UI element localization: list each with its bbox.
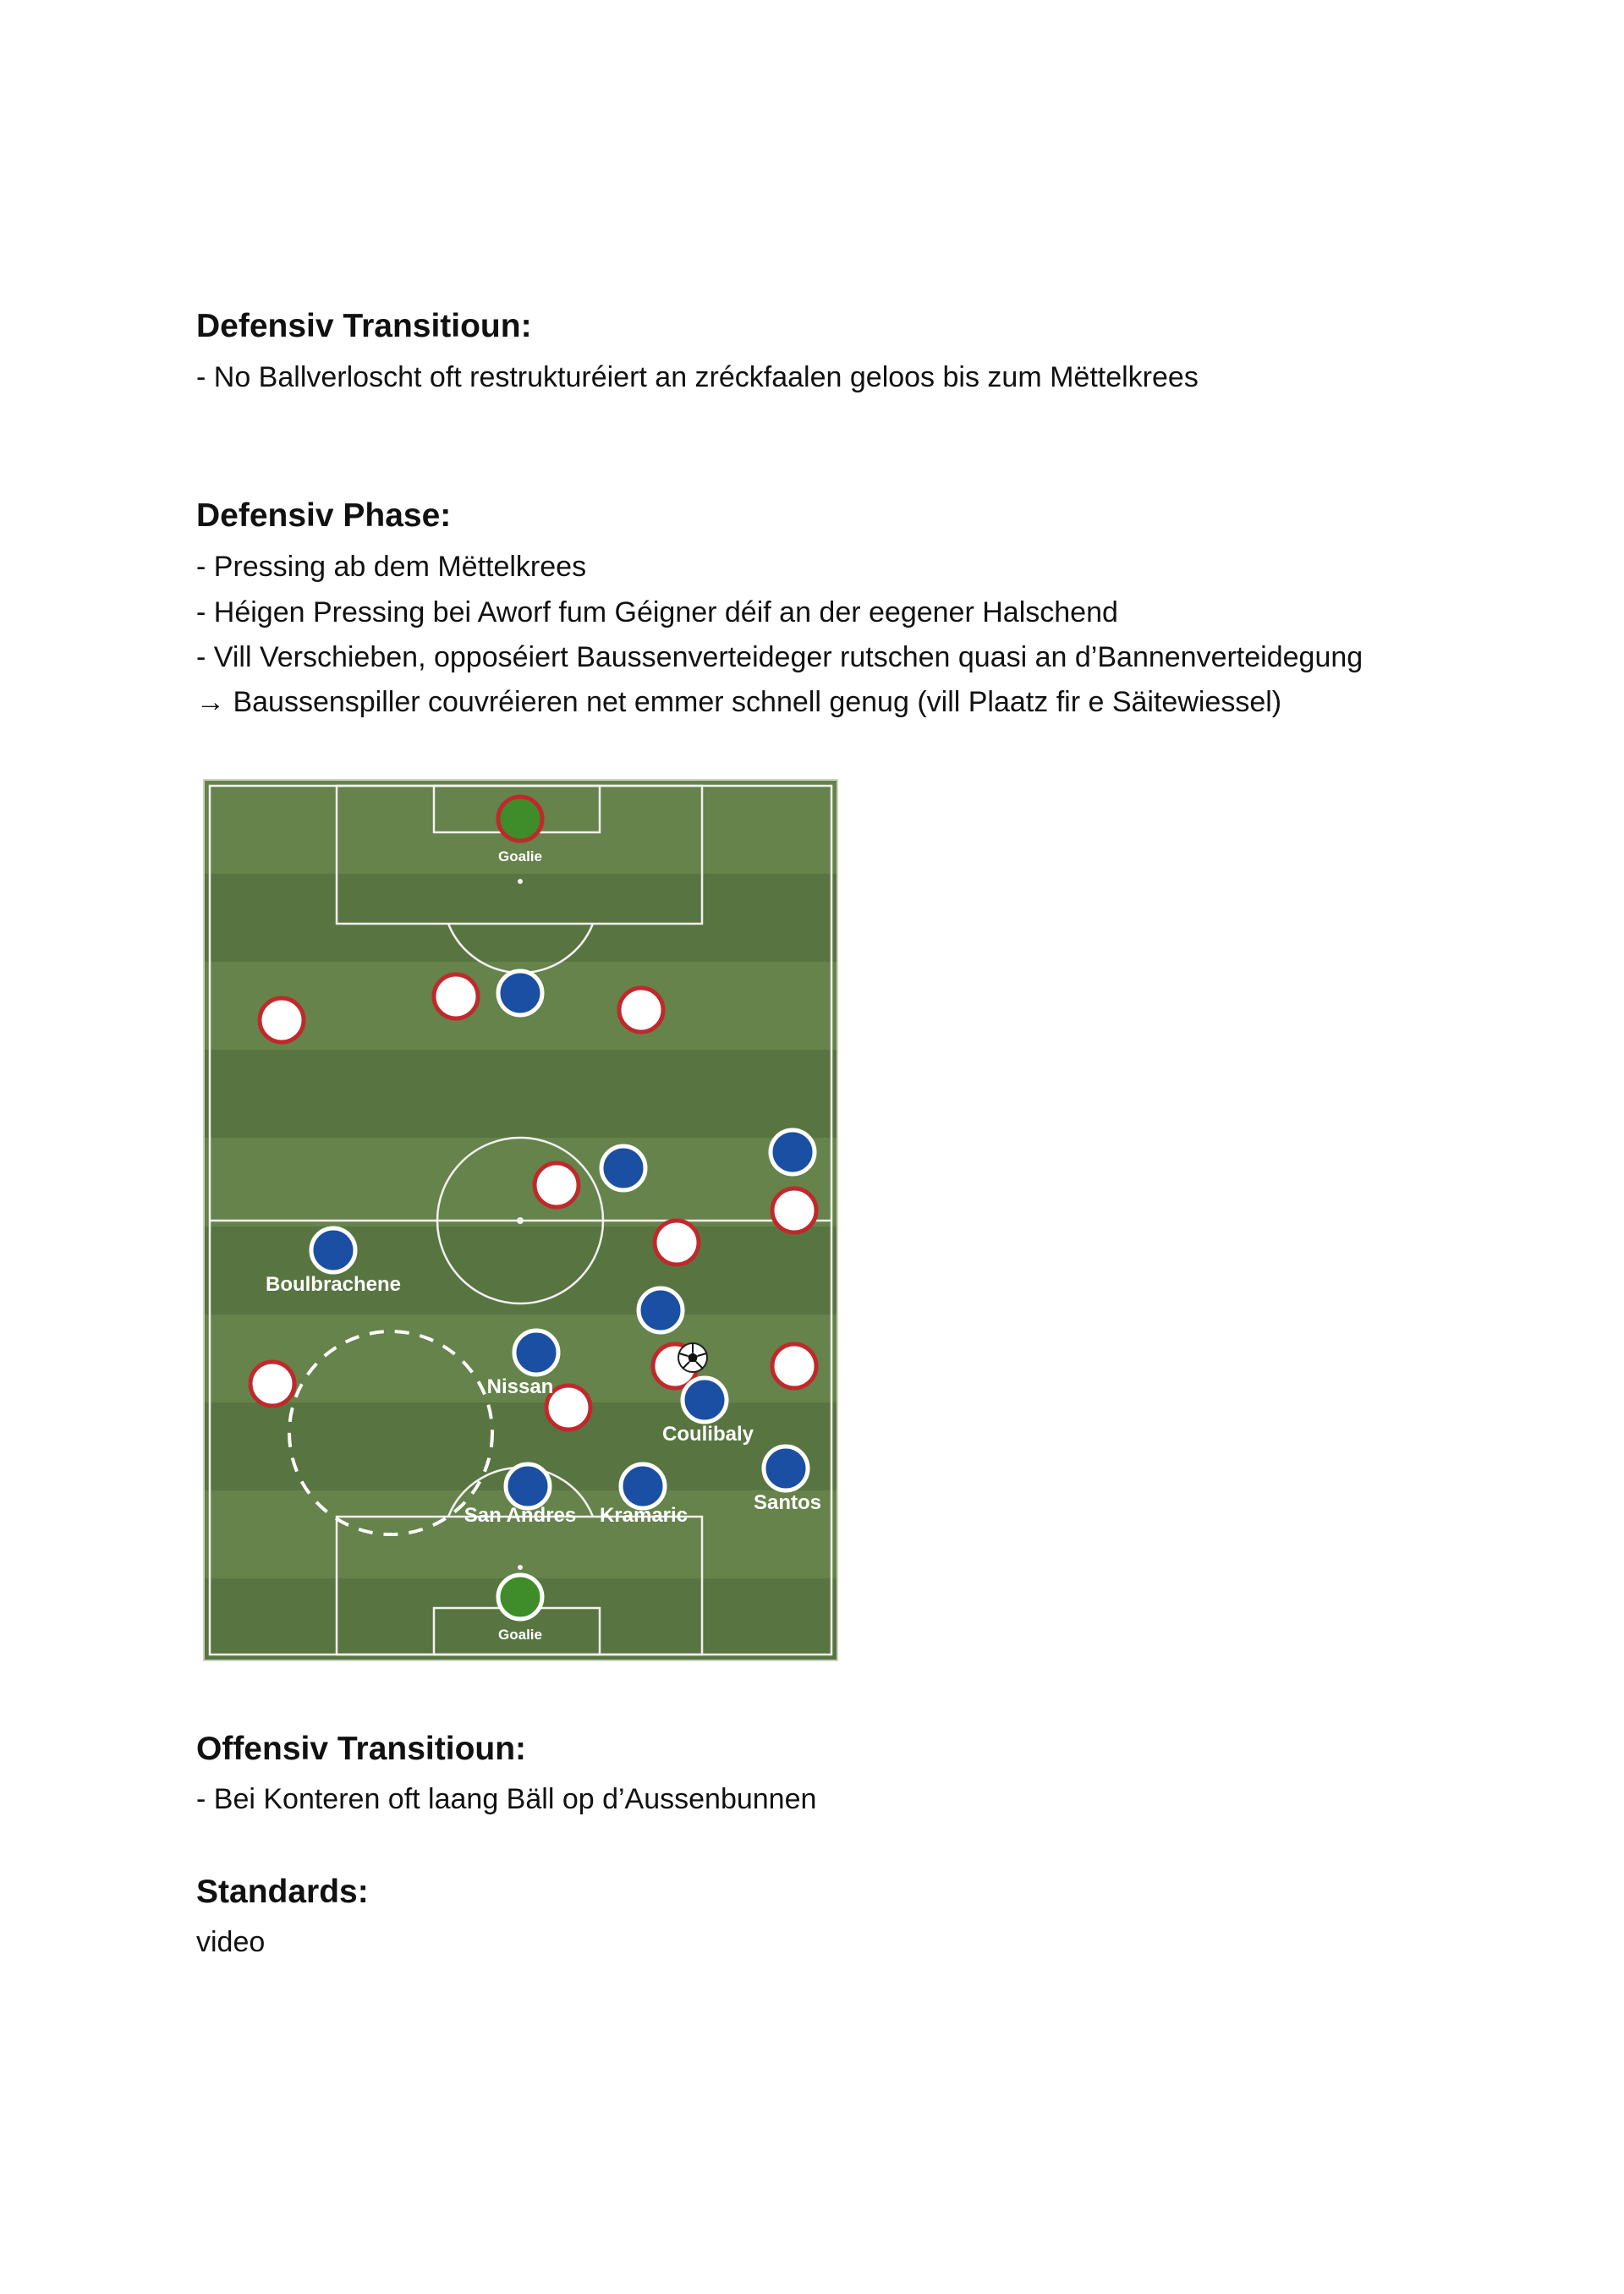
home-player bbox=[601, 1146, 645, 1190]
label-santos: Santos bbox=[753, 1491, 822, 1514]
text-line: - Pressing ab dem Mëttelkrees bbox=[196, 551, 587, 583]
away-player bbox=[250, 1362, 294, 1406]
away-player bbox=[260, 998, 304, 1042]
text-line: - Bei Konteren oft laang Bäll op d’Aussenbunnen bbox=[196, 1783, 817, 1815]
label-kramaric: Kramaric bbox=[599, 1504, 689, 1527]
home-player-kramaric bbox=[621, 1464, 665, 1508]
text-line: → Baussenspiller couvréieren net emmer schnell genug (vill Plaatz fir e Säitewiessel) bbox=[196, 686, 1282, 718]
heading-defensive-transition: Defensiv Transitioun: bbox=[196, 308, 532, 344]
text-line: - No Ballverloscht oft restrukturéiert an zréckfaalen geloos bis zum Mëttelkrees bbox=[196, 361, 1199, 393]
pitch-diagram bbox=[203, 779, 838, 1661]
text-line: video bbox=[196, 1926, 266, 1958]
tactics-board bbox=[203, 779, 838, 1661]
home-player-boulbrachene bbox=[311, 1228, 355, 1272]
away-player bbox=[772, 1188, 816, 1232]
away-player bbox=[535, 1163, 579, 1207]
text-line: - Héigen Pressing bei Aworf fum Géigner déif an der eegener Halschend bbox=[196, 596, 1118, 628]
home-player bbox=[771, 1130, 815, 1174]
away-player bbox=[772, 1344, 816, 1388]
heading-standards: Standards: bbox=[196, 1874, 369, 1910]
home-player bbox=[639, 1288, 683, 1332]
heading-defensive-phase: Defensiv Phase: bbox=[196, 497, 452, 534]
text-line: - Vill Verschieben, opposéiert Baussenverteideger rutschen quasi an d’Bannenverteidegung bbox=[196, 641, 1363, 673]
goalie-top-marker bbox=[498, 797, 542, 841]
home-player-santos bbox=[764, 1446, 808, 1490]
home-player bbox=[498, 971, 542, 1015]
label-coulibaly: Coulibaly bbox=[661, 1423, 754, 1446]
label-goalie-bottom: Goalie bbox=[498, 1627, 542, 1643]
heading-offensive-transition: Offensiv Transitioun: bbox=[196, 1731, 527, 1767]
home-player-coulibaly bbox=[683, 1378, 727, 1422]
home-player-nissan bbox=[514, 1331, 558, 1375]
goalie-bottom-marker bbox=[498, 1575, 542, 1619]
away-player bbox=[655, 1221, 699, 1265]
soccer-ball-icon bbox=[678, 1343, 707, 1372]
label-goalie-top: Goalie bbox=[498, 848, 542, 864]
away-player bbox=[434, 974, 478, 1018]
label-san-andres: San Andres bbox=[464, 1504, 577, 1527]
away-player bbox=[619, 988, 663, 1032]
label-boulbrachene: Boulbrachene bbox=[265, 1273, 402, 1296]
home-player-san-andres bbox=[506, 1464, 550, 1508]
label-nissan: Nissan bbox=[486, 1375, 554, 1398]
